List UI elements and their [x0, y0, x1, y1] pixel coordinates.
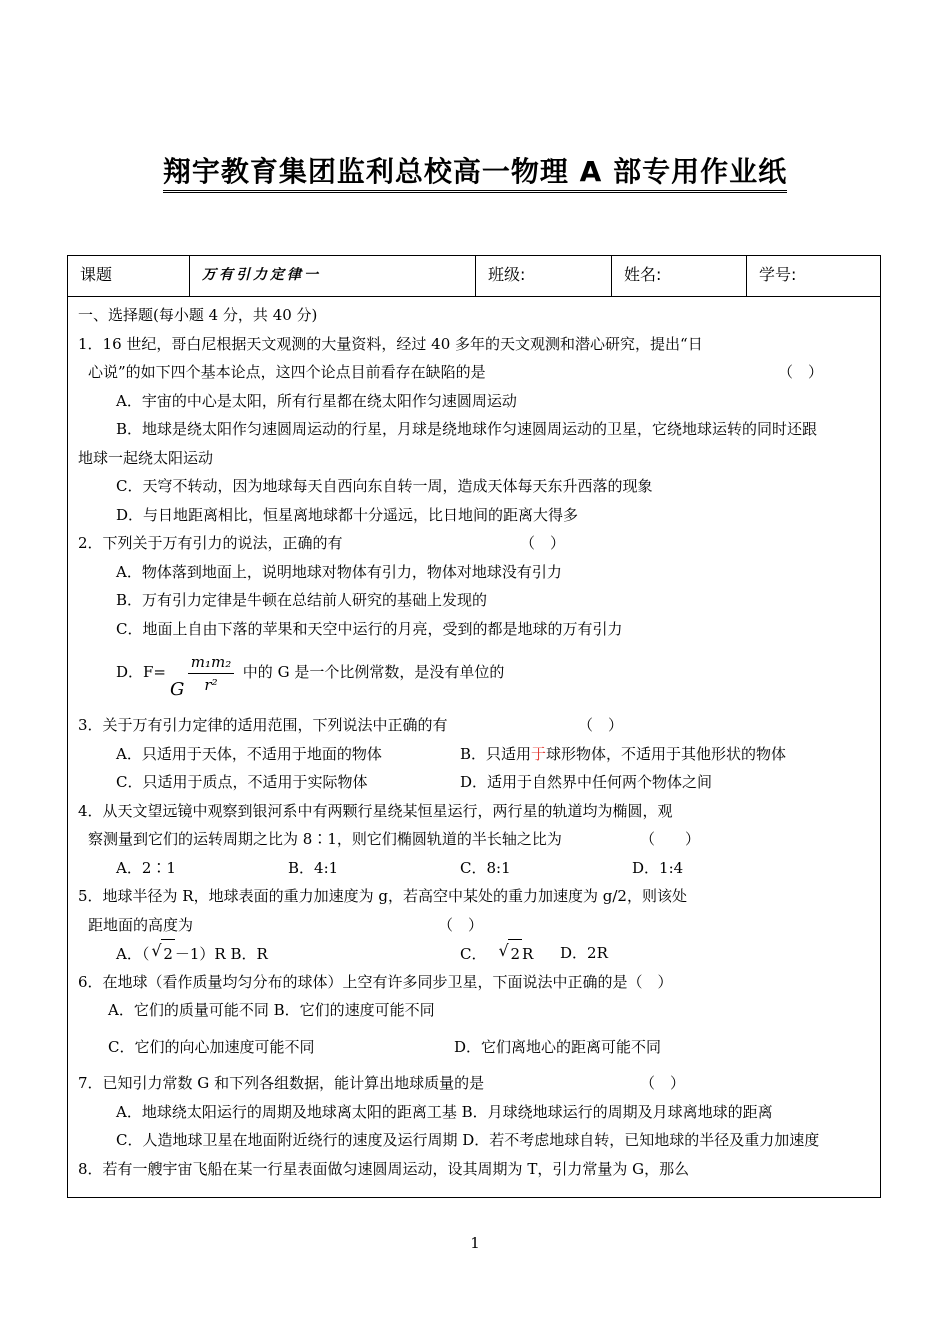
- formula-denominator: r²: [204, 676, 218, 694]
- class-label: 班级:: [476, 256, 612, 296]
- q7-options-cd: C．人造地球卫星在地面附近绕行的速度及运行周期 D．若不考虑地球自转，已知地球的半径及重力加速度: [116, 1131, 820, 1149]
- q2-option-d: [78, 643, 870, 701]
- q1-stem-text: 心说”的如下四个基本论点，这四个论点目前看存在缺陷的是: [88, 363, 486, 381]
- name-label: 姓名:: [612, 256, 747, 296]
- q2-answer-paren: （ ）: [520, 534, 566, 552]
- gravitation-formula: [170, 651, 234, 700]
- formula-G: G: [170, 679, 185, 700]
- formula-fraction: [188, 651, 234, 696]
- q1-option-b-line2: 地球一起绕太阳运动: [78, 448, 214, 467]
- page-number: 1: [470, 1234, 480, 1252]
- q6-options-ab: A．它们的质量可能不同 B．它们的速度可能不同: [108, 1001, 435, 1019]
- topic-label: 课题: [68, 256, 190, 296]
- q5-option-a: A．（√ 2 －1）R: [116, 945, 226, 963]
- q7-stem-text: 7．已知引力常数 G 和下列各组数据，能计算出地球质量的是: [78, 1074, 485, 1092]
- q4-option-d: D．1:4: [632, 858, 684, 877]
- q2-option-b: B．万有引力定律是牛顿在总结前人研究的基础上发现的: [116, 591, 488, 609]
- section-heading: 一、选择题(每小题 4 分，共 40 分): [78, 306, 318, 324]
- q1-stem-line2: [78, 358, 870, 387]
- q2-stem-text: 2．下列关于万有引力的说法，正确的有: [78, 534, 343, 552]
- q3-stem: [78, 711, 870, 740]
- q5-stem-line1: 5．地球半径为 R，地球表面的重力加速度为 g，若高空中某处的重力加速度为 g/2，则该处: [78, 887, 687, 905]
- q1-stem-line1: 1．16 世纪，哥白尼根据天文观测的大量资料，经过 40 多年的天文观测和潜心研究，提出“日: [78, 334, 703, 353]
- q3-stem-text: 3．关于万有引力定律的适用范围，下列说法中正确的有: [78, 716, 448, 734]
- q3-option-b: B．只适用于球形物体，不适用于其他形状的物体: [460, 744, 787, 763]
- q2-option-a: A．物体落到地面上，说明地球对物体有引力，物体对地球没有引力: [116, 562, 562, 581]
- q5-option-d: D．2R: [560, 944, 608, 962]
- q5-stem-text: 距地面的高度为: [88, 915, 194, 934]
- worksheet-frame: [67, 255, 881, 1198]
- q7-answer-paren: （ ）: [640, 1074, 686, 1092]
- q6-options-cd: [78, 1033, 870, 1062]
- q4-options: [78, 854, 870, 883]
- q1-answer-paren: （ ）: [778, 363, 824, 381]
- q3-option-d: D．适用于自然界中任何两个物体之间: [460, 773, 713, 791]
- q3-options-ab: [78, 740, 870, 769]
- page-title: 翔宇教育集团监利总校高一物理 A 部专用作业纸: [0, 150, 950, 190]
- q2-d-suffix: 中的 G 是一个比例常数，是没有单位的: [242, 663, 505, 681]
- q1-option-c: C．天穹不转动，因为地球每天自西向东自转一周，造成天体每天东升西落的现象: [116, 477, 653, 495]
- q5-option-c: C．√ 2 R: [460, 939, 533, 969]
- q3-options-cd: [78, 768, 870, 797]
- q4-option-c: C．8:1: [460, 858, 511, 877]
- q8-stem: 8．若有一艘宇宙飞船在某一行星表面做匀速圆周运动，设其周期为 T，引力常量为 G，那么: [78, 1159, 690, 1178]
- q5-stem-line2: [78, 911, 870, 940]
- student-id-label: 学号:: [759, 265, 797, 284]
- q7-stem: [78, 1069, 870, 1098]
- header-row: [68, 256, 880, 297]
- q1-option-b-line1: B．地球是绕太阳作匀速圆周运动的行星，月球是绕地球作匀速圆周运动的卫星，它绕地球运转的同时还跟: [116, 420, 818, 438]
- q1-option-a: A．宇宙的中心是太阳，所有行星都在绕太阳作匀速圆周运动: [116, 391, 517, 410]
- q3-option-a: A．只适用于天体，不适用于地面的物体: [116, 744, 382, 763]
- q3-option-b-red-char: 于: [531, 744, 547, 763]
- q6-option-c: C．它们的向心加速度可能不同: [108, 1037, 315, 1056]
- q6-option-d: D．它们离地心的距离可能不同: [454, 1037, 662, 1056]
- q3-option-c: C．只适用于质点，不适用于实际物体: [116, 773, 368, 791]
- q5-answer-paren: （ ）: [438, 915, 484, 934]
- q4-option-a: A．2∶1: [116, 858, 176, 877]
- question-body: [68, 297, 880, 1183]
- q2-d-prefix: D．F=: [116, 663, 167, 681]
- q4-option-b: B．4:1: [288, 858, 339, 877]
- q4-stem-line2: [78, 825, 870, 854]
- q1-option-d: D．与日地距离相比，恒星离地球都十分遥远，比日地间的距离大得多: [116, 505, 579, 524]
- q4-stem-line1: 4．从天文望远镜中观察到银河系中有两颗行星绕某恒星运行，两行星的轨道均为椭圆，观: [78, 801, 673, 820]
- q2-stem: [78, 529, 870, 558]
- formula-numerator: m₁m₂: [188, 651, 234, 674]
- q5-option-b: B．R: [230, 945, 268, 963]
- q7-options-ab: A．地球绕太阳运行的周期及地球离太阳的距离工基 B．月球绕地球运行的周期及月球离地球的距离: [116, 1102, 773, 1121]
- q3-answer-paren: （ ）: [578, 716, 624, 734]
- q6-stem: 6．在地球（看作质量均匀分布的球体）上空有许多同步卫星，下面说法中正确的是（ ）: [78, 972, 673, 991]
- q4-stem-text: 察测量到它们的运转周期之比为 8∶1，则它们椭圆轨道的半长轴之比为: [88, 830, 562, 848]
- q4-answer-paren: （ ）: [640, 830, 701, 848]
- topic-value: 万有引力定律一: [190, 256, 476, 296]
- q2-option-c: C．地面上自由下落的苹果和天空中运行的月亮，受到的都是地球的万有引力: [116, 619, 623, 638]
- q5-options: [78, 939, 870, 968]
